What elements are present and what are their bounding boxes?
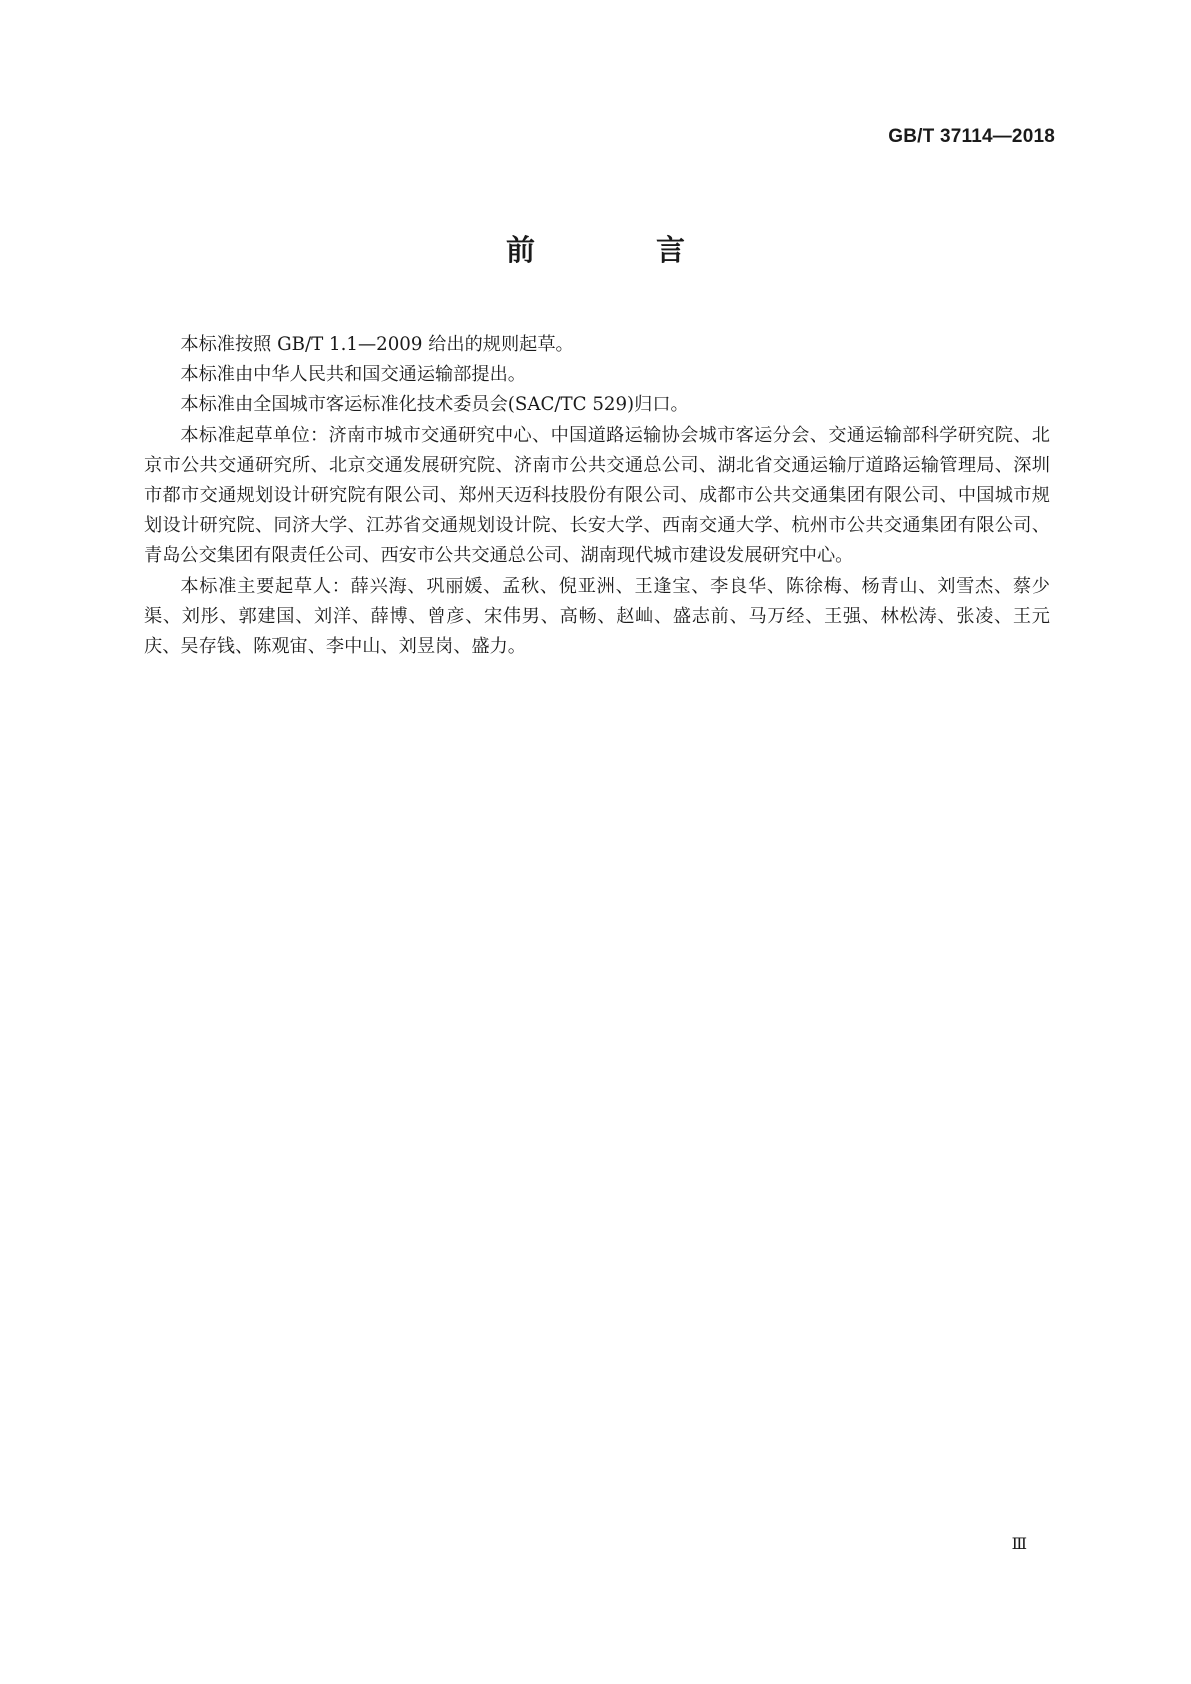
paragraph-proposer: 本标准由中华人民共和国交通运输部提出。: [180, 364, 526, 386]
paragraph-drafting-rules: 本标准按照 GB/T 1.1—2009 给出的规则起草。: [180, 334, 574, 355]
standard-code: GB/T 37114—2018: [888, 126, 1055, 147]
page-number: Ⅲ: [1011, 1534, 1027, 1553]
page-title: 前 言: [505, 233, 731, 267]
paragraph-centralized-unit: 本标准由全国城市客运标准化技术委员会(SAC/TC 529)归口。: [180, 394, 689, 416]
paragraph-main-drafters: 本标准主要起草人：薛兴海、巩丽媛、孟秋、倪亚洲、王逢宝、李良华、陈徐梅、杨青山、刘雪杰、蔡少渠、刘彤、郭建国、刘洋、薛博、曾彦、宋伟男、高畅、赵屾、盛志前、马万经、王强、林松涛、张凌、王元庆、吴存钱、陈观宙、李中山、刘昱岗、盛力。: [144, 575, 1050, 658]
foreword-body: [144, 330, 1050, 662]
paragraph-drafting-units: 本标准起草单位：济南市城市交通研究中心、中国道路运输协会城市客运分会、交通运输部科学研究院、北京市公共交通研究所、北京交通发展研究院、济南市公共交通总公司、湖北省交通运输厅道路运输管理局、深圳市都市交通规划设计研究院有限公司、郑州天迈科技股份有限公司、成都市公共交通集团有限公司、中国城市规划设计研究院、同济大学、江苏省交通规划设计院、长安大学、西南交通大学、杭州市公共交通集团有限公司、青岛公交集团有限责任公司、西安市公共交通总公司、湖南现代城市建设发展研究中心。: [144, 424, 1050, 567]
